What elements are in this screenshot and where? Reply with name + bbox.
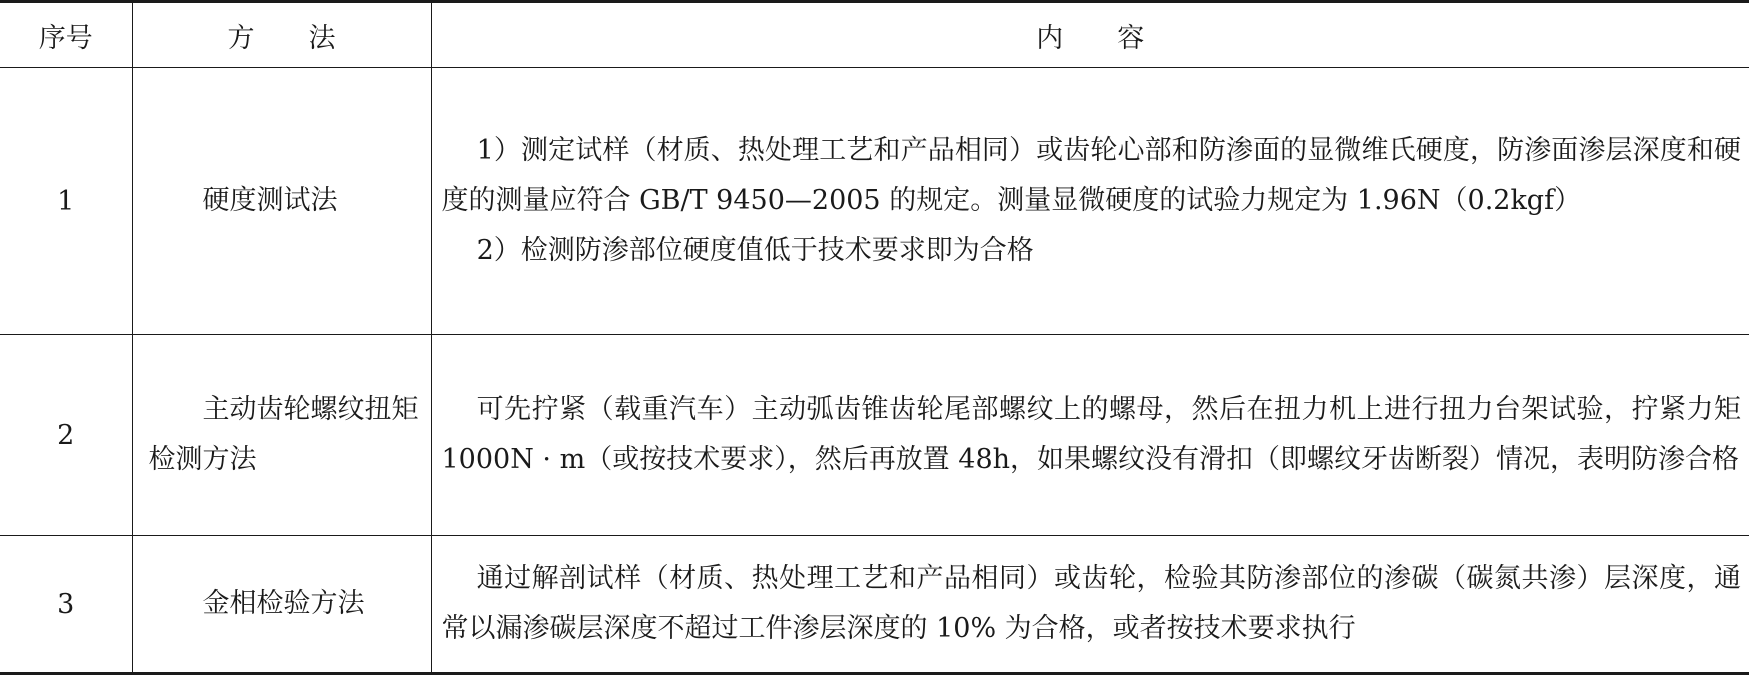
- content-paragraph: 可先拧紧（载重汽车）主动弧齿锥齿轮尾部螺纹上的螺母，然后在扭力机上进行扭力台架试验，拧紧力矩 1000N · m（或按技术要求），然后再放置 48h，如果螺纹没有滑扣（即螺纹牙齿断裂）情况，表明防渗合格: [441, 394, 1741, 475]
- content-paragraph: 通过解剖试样（材质、热处理工艺和产品相同）或齿轮，检验其防渗部位的渗碳（碳氮共渗）层深度，通常以漏渗碳层深度不超过工件渗层深度的 10% 为合格，或者按技术要求执行: [441, 563, 1741, 644]
- row-number: 3: [0, 536, 132, 674]
- method-cell: [132, 536, 431, 674]
- table-row: [0, 68, 1749, 335]
- method-label: 硬度测试法: [202, 185, 338, 216]
- table-row: [0, 335, 1749, 536]
- content-cell: [431, 536, 1749, 674]
- method-label: 金相检验方法: [202, 588, 365, 619]
- method-cell: [132, 335, 431, 536]
- method-label: 主动齿轮螺纹扭矩检测方法: [148, 394, 419, 475]
- content-cell: [431, 68, 1749, 335]
- header-content: 内 容: [431, 2, 1749, 68]
- content-paragraph: 1）测定试样（材质、热处理工艺和产品相同）或齿轮心部和防渗面的显微维氏硬度，防渗面渗层深度和硬度的测量应符合 GB/T 9450—2005 的规定。测量显微硬度的试验力规定为 1.96N（0.2kgf）: [441, 135, 1741, 216]
- table-row: [0, 536, 1749, 674]
- row-number: 1: [0, 68, 132, 335]
- content-paragraph: 2）检测防渗部位硬度值低于技术要求即为合格: [476, 235, 1034, 266]
- header-no: 序号: [0, 2, 132, 68]
- method-cell: [132, 68, 431, 335]
- content-cell: [431, 335, 1749, 536]
- header-method: 方 法: [132, 2, 431, 68]
- header-row: [0, 2, 1749, 68]
- row-number: 2: [0, 335, 132, 536]
